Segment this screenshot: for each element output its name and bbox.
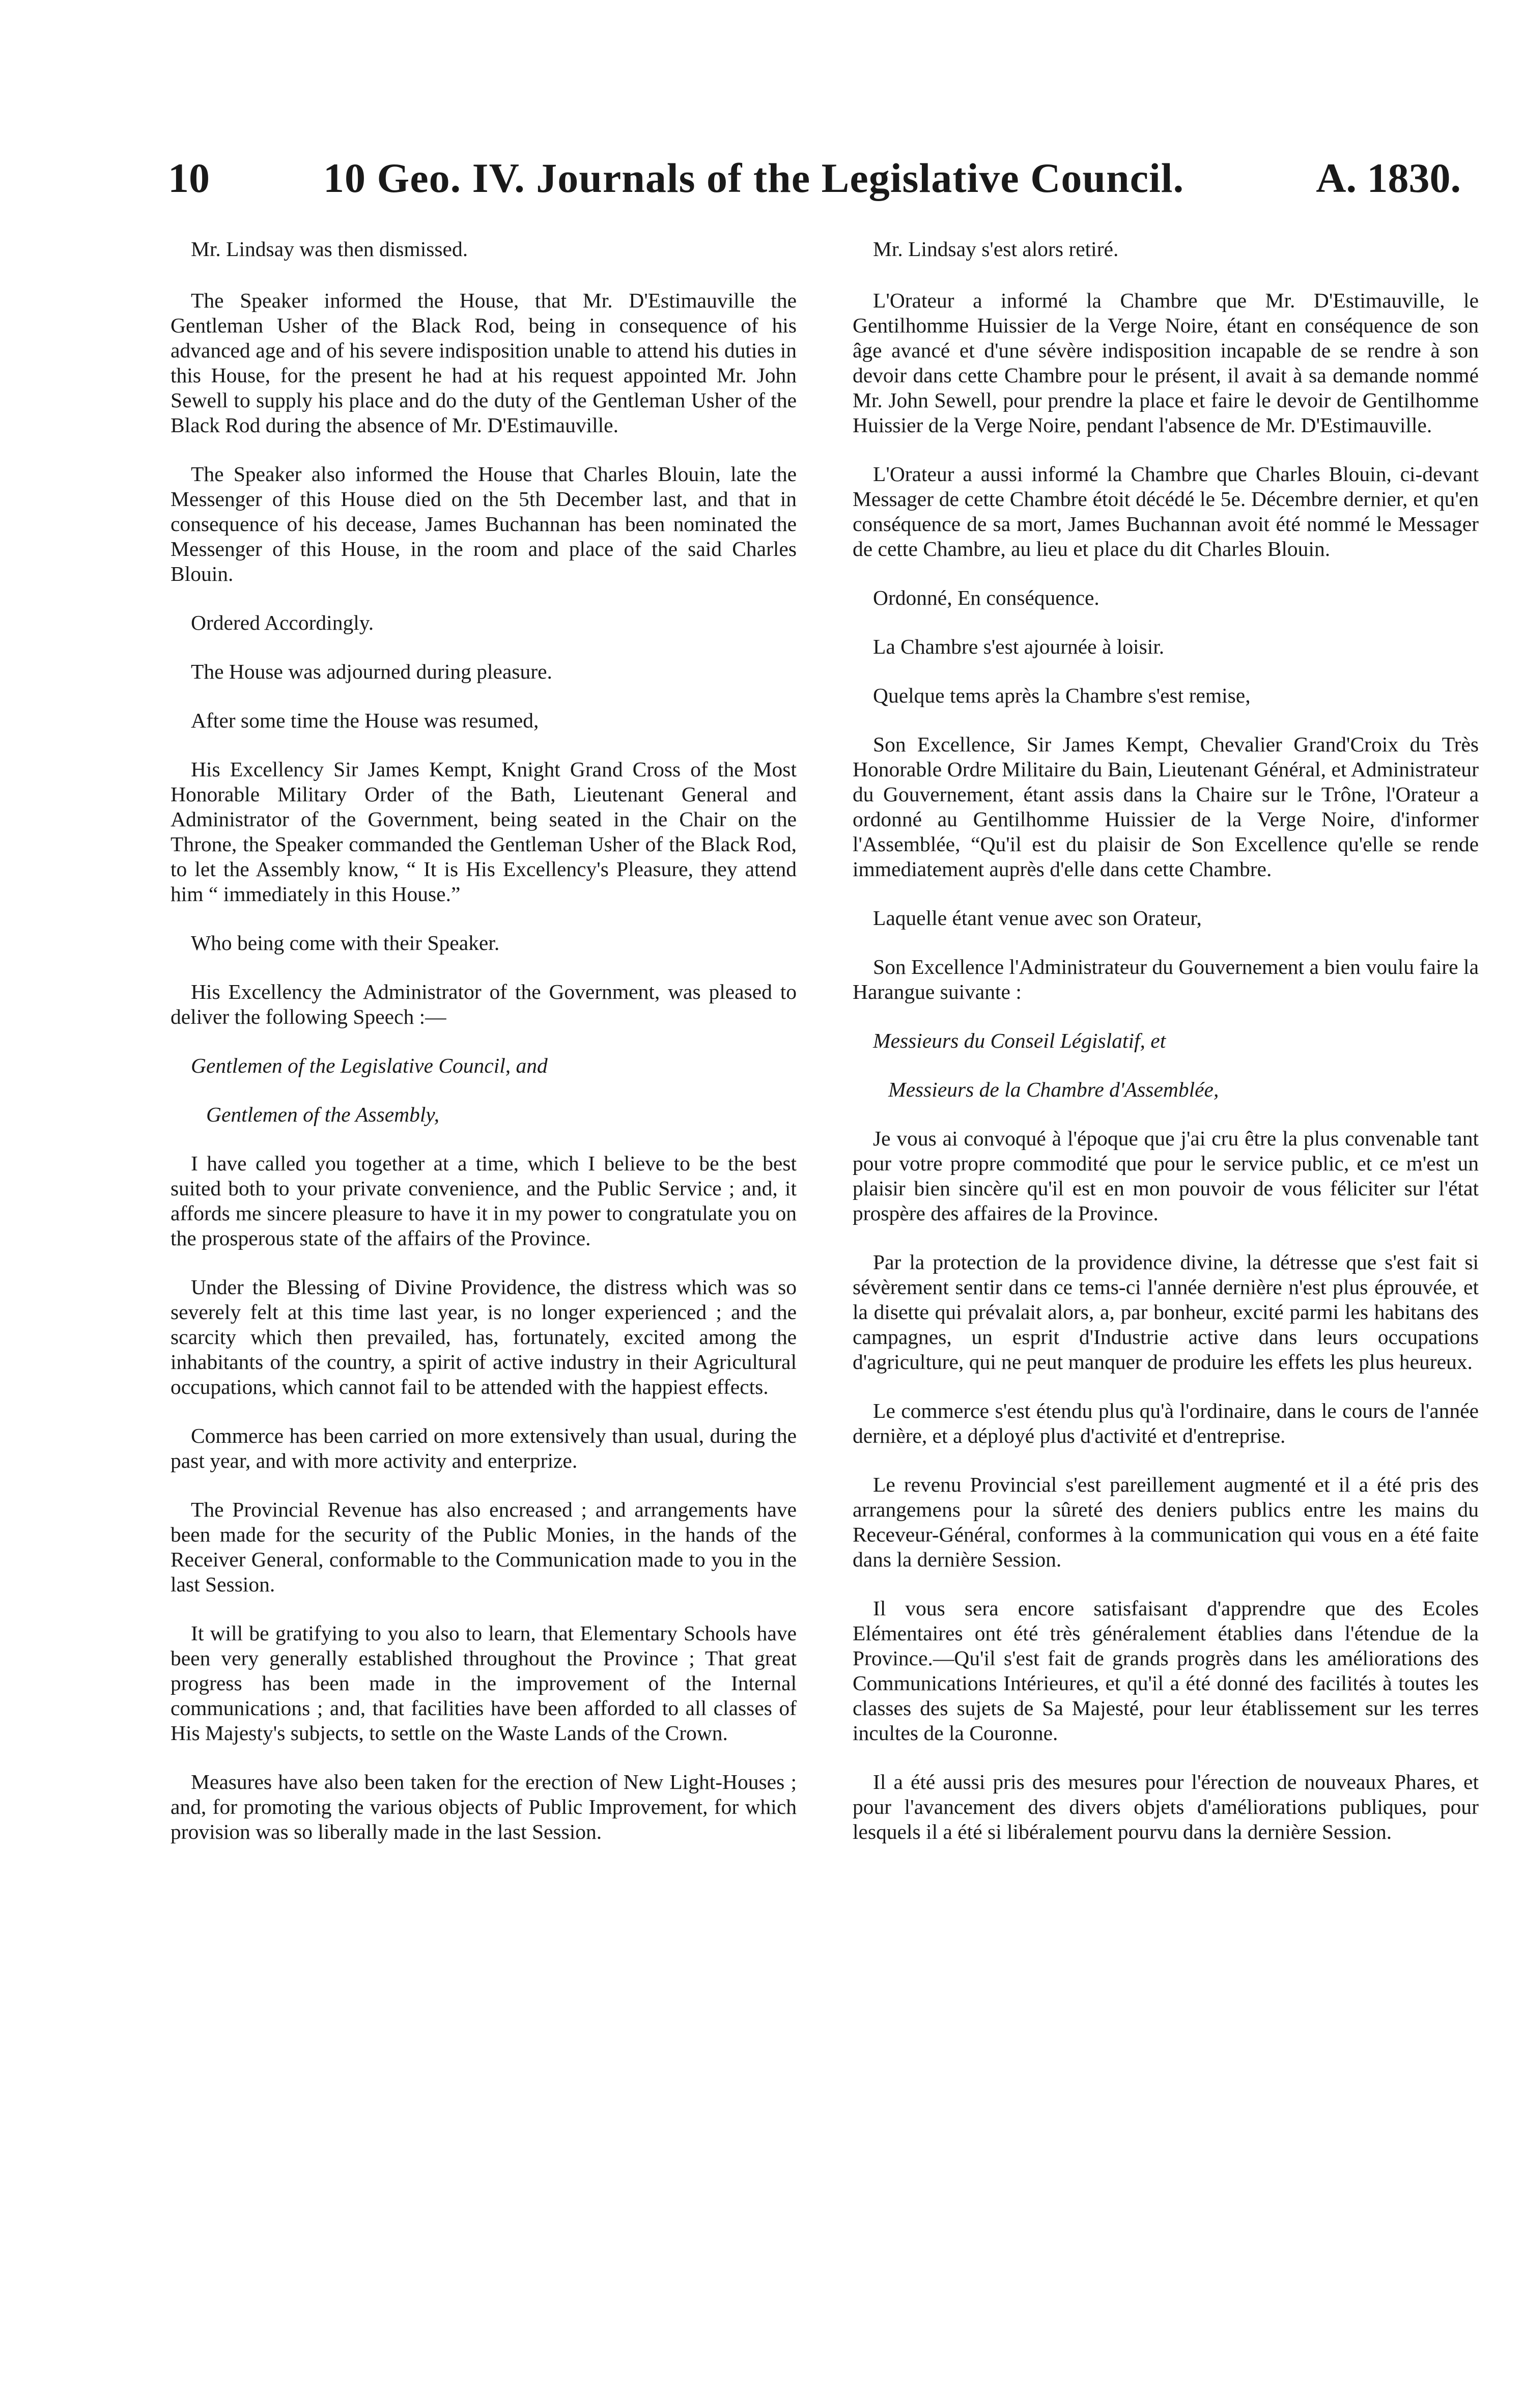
fr-para-7: Son Excellence, Sir James Kempt, Chevalier Grand'Croix du Très Honorable Ordre Militaire du Bain, Lieutenant Général, et Administrateur du Gouvernement, étant assis dans la Chaire sur le Trône, l'Orateur a ordonné au Gentilhomme Huissier de la Verge Noire, d'informer l'Assemblée, “Qu'il est du plaisir de Son Excellence qu'elle se rende immediatement auprès d'elle dans cette Chambre. [853, 733, 1479, 881]
en-address-1: Gentlemen of the Legislative Council, and [191, 1054, 548, 1077]
en-para-3: The Speaker also informed the House that Charles Blouin, late the Messenger of this House died on the 5th December last, and that in consequence of his decease, James Buchannan has been nominated the Messenger of this House, in the room and place of the said Charles Blouin. [171, 462, 797, 585]
running-title: 10 Geo. IV. Journals of the Legislative Council. [323, 155, 1184, 201]
en-para-14: Commerce has been carried on more extensively than usual, during the past year, and with more activity and enterprize. [171, 1424, 797, 1472]
french-column [853, 237, 1479, 1868]
fr-para-3: L'Orateur a aussi informé la Chambre que Charles Blouin, ci-devant Messager de cette Chambre étoit décédé le 5e. Décembre dernier, et qu'en conséquence de sa mort, James Buchannan avoit été nommé le Messager de cette Chambre, au lieu et place du dit Charles Blouin. [853, 462, 1479, 561]
en-para-15: The Provincial Revenue has also encreased ; and arrangements have been made for the security of the Public Monies, in the hands of the Receiver General, conformable to the Communication made to you in the last Session. [171, 1498, 797, 1596]
fr-para-4: Ordonné, En conséquence. [873, 586, 1099, 609]
en-para-16: It will be gratifying to you also to learn, that Elementary Schools have been very generally established throughout the Province ; That great progress has been made in the improvement of the Internal communications ; and, that facilities have been afforded to all classes of His Majesty's subjects, to settle on the Waste Lands of the Crown. [171, 1621, 797, 1745]
en-para-2: The Speaker informed the House, that Mr. D'Estimauville the Gentleman Usher of the Black Rod, being in consequence of his advanced age and of his severe indisposition unable to attend his duties in this House, for the present he had at his request appointed Mr. John Sewell to supply his place and do the duty of the Gentleman Usher of the Black Rod during the absence of Mr. D'Estimauville. [171, 289, 797, 437]
page-header [168, 150, 1461, 206]
fr-para-16: Il vous sera encore satisfaisant d'apprendre que des Ecoles Elémentaires ont été très généralement établies dans l'étendue de la Province.—Qu'il s'est fait de grands progrès dans les améliorations des Communications Intérieures, et qu'il a été donné des facilités à toutes les classes des sujets de Sa Majesté, pour leur établissement sur les terres incultes de la Couronne. [853, 1597, 1479, 1745]
year-label: A. 1830. [1316, 155, 1461, 201]
page-number: 10 [168, 155, 210, 201]
fr-para-14: Le commerce s'est étendu plus qu'à l'ordinaire, dans le cours de l'année dernière, et a déployé plus d'activité et d'entreprise. [853, 1399, 1479, 1447]
fr-address-1: Messieurs du Conseil Législatif, et [873, 1029, 1166, 1052]
fr-para-5: La Chambre s'est ajournée à loisir. [873, 635, 1165, 658]
en-address-2: Gentlemen of the Assembly, [206, 1103, 439, 1126]
fr-address-2: Messieurs de la Chambre d'Assemblée, [888, 1078, 1219, 1101]
en-para-8: Who being come with their Speaker. [191, 931, 500, 955]
en-para-6: After some time the House was resumed, [191, 709, 539, 732]
fr-para-17: Il a été aussi pris des mesures pour l'érection de nouveaux Phares, et pour l'avancement des divers objets d'améliorations publiques, pour lesquels il a été si libéralement pourvu dans la dernière Session. [853, 1770, 1479, 1843]
fr-para-9: Son Excellence l'Administrateur du Gouvernement a bien voulu faire la Harangue suivante : [853, 955, 1479, 1003]
en-para-13: Under the Blessing of Divine Providence, the distress which was so severely felt at this time last year, is no longer experienced ; and the scarcity which then prevailed, has, fortunately, excited among the inhabitants of the country, a spirit of active industry in their Agricultural occupations, which cannot fail to be attended with the happiest effects. [171, 1275, 797, 1398]
fr-para-8: Laquelle étant venue avec son Orateur, [873, 906, 1202, 930]
en-para-1: Mr. Lindsay was then dismissed. [191, 237, 468, 261]
fr-para-13: Par la protection de la providence divine, la détresse que s'est fait si sévèrement sentir dans ce tems-ci l'année dernière n'est plus éprouvée, et la disette qui prévalait alors, a, par bonheur, excité parmi les habitans des campagnes, un esprit d'Industrie active dans leurs occupations d'agriculture, qui ne peut manquer de produire les effets les plus heureux. [853, 1250, 1479, 1374]
english-column [171, 237, 797, 1868]
en-para-12: I have called you together at a time, which I believe to be the best suited both to your private convenience, and the Public Service ; and, it affords me sincere pleasure to have it in my power to congratulate you on the prosperous state of the affairs of the Province. [171, 1152, 797, 1250]
en-para-5: The House was adjourned during pleasure. [191, 660, 552, 683]
en-para-9: His Excellency the Administrator of the Government, was pleased to deliver the following Speech :— [171, 980, 797, 1028]
fr-para-15: Le revenu Provincial s'est pareillement augmenté et il a été pris des arrangemens pour la sûreté des deniers publics entre les mains du Receveur-Général, conformes à la communication qui vous en a été faite dans la dernière Session. [853, 1473, 1479, 1571]
fr-para-6: Quelque tems après la Chambre s'est remise, [873, 684, 1251, 707]
fr-para-2: L'Orateur a informé la Chambre que Mr. D'Estimauville, le Gentilhomme Huissier de la Verge Noire, étant en conséquence de son âge avancé et d'une sévère indisposition incapable de se rendre à son devoir dans cette Chambre pour le présent, il avait à sa demande nommé Mr. John Sewell, pour prendre la place et faire le devoir de Gentilhomme Huissier de la Verge Noire, pendant l'absence de Mr. D'Estimauville. [853, 289, 1479, 437]
en-para-17: Measures have also been taken for the erection of New Light-Houses ; and, for promoting the various objects of Public Improvement, for which provision was so liberally made in the last Session. [171, 1770, 797, 1843]
en-para-7: His Excellency Sir James Kempt, Knight Grand Cross of the Most Honorable Military Order of the Bath, Lieutenant General and Administrator of the Government, being seated in the Chair on the Throne, the Speaker commanded the Gentleman Usher of the Black Rod, to let the Assembly know, “ It is His Excellency's Pleasure, they attend him “ immediately in this House.” [171, 758, 797, 906]
fr-para-12: Je vous ai convoqué à l'époque que j'ai cru être la plus convenable tant pour votre propre commodité que pour le service public, et ce m'est un plaisir bien sincère qu'il est en mon pouvoir de vous féliciter sur l'état prospère des affaires de la Province. [853, 1127, 1479, 1225]
fr-para-1: Mr. Lindsay s'est alors retiré. [873, 237, 1119, 261]
en-para-4: Ordered Accordingly. [191, 611, 374, 634]
